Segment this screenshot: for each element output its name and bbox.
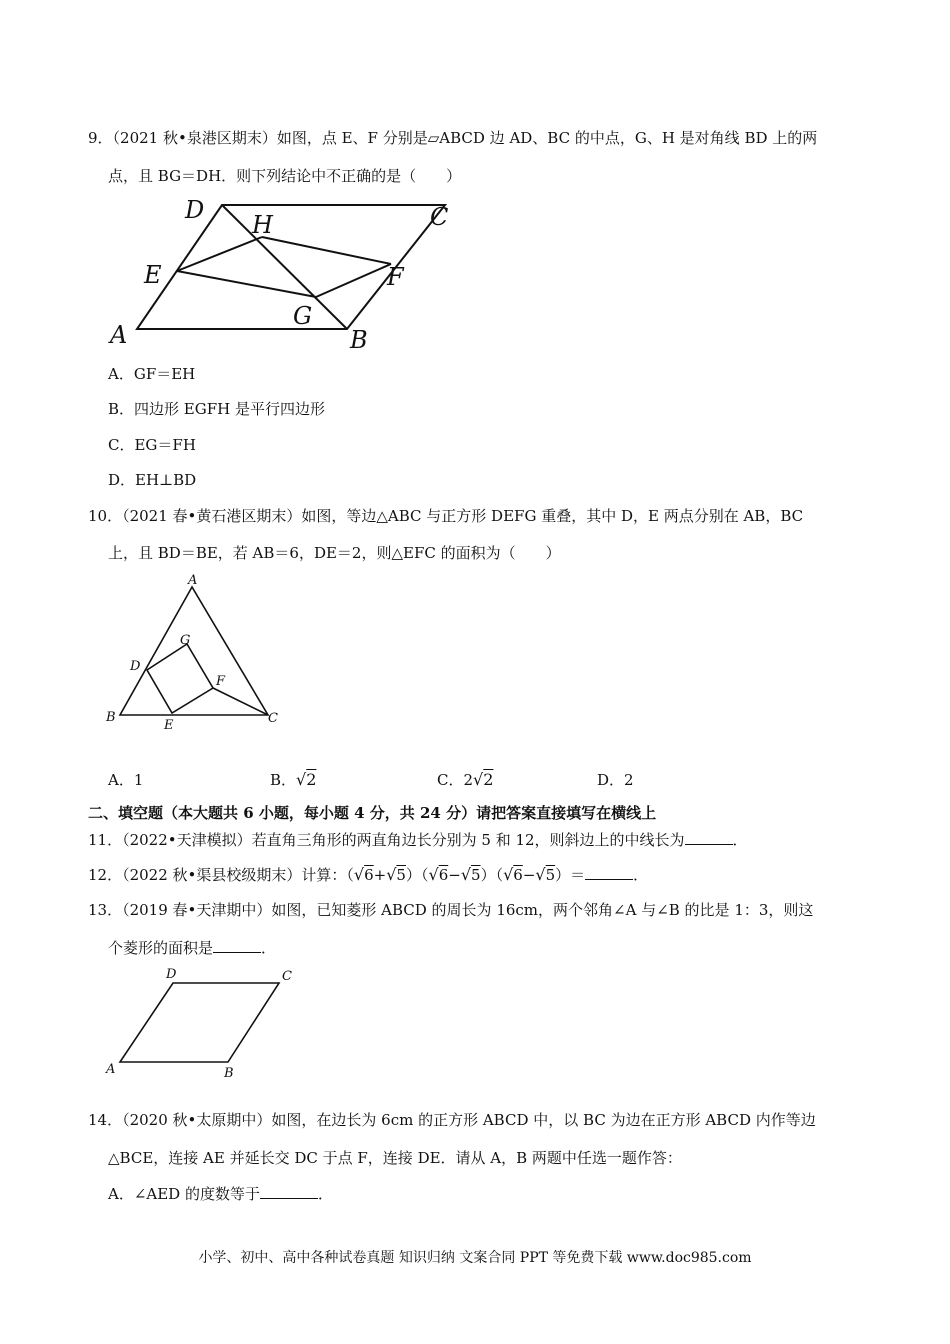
q12-suffix: ）＝ (555, 866, 586, 884)
q10-option-c-radicand: 2 (483, 770, 494, 789)
q12-minus1: − (448, 866, 461, 884)
q9-label-F: F (387, 263, 404, 291)
q10-option-d: D．2 (597, 771, 634, 789)
q10-label-G: G (180, 633, 191, 648)
q10-option-b-prefix: B． (270, 771, 297, 789)
q14-line3: A．∠AED 的度数等于 (108, 1185, 260, 1203)
q13-line2: 个菱形的面积是 (108, 939, 214, 957)
q10-option-c (437, 770, 493, 790)
sqrt-icon: √ (460, 865, 472, 884)
q12-r6c: 6 (513, 866, 523, 884)
q14-answer-blank[interactable] (260, 1184, 318, 1199)
q10-label-F: F (216, 674, 226, 689)
q10-option-c-prefix: C．2 (437, 771, 474, 789)
q14-line3-wrap (108, 1184, 333, 1204)
sqrt-icon: √ (535, 865, 546, 884)
sqrt-icon: √ (473, 770, 484, 789)
q12-plus: + (373, 866, 387, 884)
q10-option-b (270, 770, 316, 790)
q13-line2-wrap (108, 938, 276, 958)
q10-label-E: E (164, 718, 174, 733)
q12-r6a: 6 (364, 866, 374, 884)
q13-answer-blank[interactable] (213, 938, 261, 953)
q13-label-C: C (282, 969, 292, 984)
q13-label-B: B (224, 1066, 234, 1081)
q10-label-D: D (130, 659, 141, 674)
q9-label-A: A (110, 321, 128, 349)
q10-option-b-radicand: 2 (306, 770, 317, 789)
q13-label-A: A (106, 1062, 116, 1077)
q12-end: ． (633, 866, 649, 884)
q12-mid2: ）（ (480, 866, 504, 884)
q14-line1: 14．（2020 秋•太原期中）如图，在边长为 6cm 的正方形 ABCD 中，以 BC 为边在正方形 ABCD 内作等边 (88, 1111, 816, 1129)
q9-parallelogram-figure (105, 193, 465, 358)
q13-label-D: D (166, 967, 177, 982)
q9-label-B: B (350, 326, 368, 354)
q11-end: ． (732, 831, 748, 849)
q10-line2: 上，且 BD＝BE，若 AB＝6，DE＝2，则△EFC 的面积为（ ） (108, 544, 561, 562)
q12-prefix: 12．（2022 秋•渠县校级期末）计算：（ (88, 866, 354, 884)
section2-title: 二、填空题（本大题共 6 小题，每小题 4 分，共 24 分）请把答案直接填写在横线上 (88, 804, 657, 822)
q13-end: ． (261, 939, 277, 957)
q9-label-E: E (144, 261, 162, 289)
sqrt-icon: √ (353, 865, 365, 884)
q9-option-a: A．GF＝EH (108, 365, 196, 383)
q13-line1: 13．（2019 春•天津期中）如图，已知菱形 ABCD 的周长为 16cm，两个邻角∠A 与∠B 的比是 1：3，则这 (88, 901, 814, 919)
q11-answer-blank[interactable] (685, 830, 733, 845)
q12-mid1: ）（ (405, 866, 429, 884)
q9-line1: 9．（2021 秋•泉港区期末）如图，点 E、F 分别是▱ABCD 边 AD、BC 的中点，G、H 是对角线 BD 上的两 (88, 129, 818, 147)
q13-rhombus-figure (100, 962, 310, 1084)
q10-label-C: C (268, 711, 278, 726)
q12-r6b: 6 (438, 866, 449, 884)
q10-option-a: A．1 (108, 771, 144, 789)
q9-label-G: G (293, 302, 313, 330)
sqrt-icon: √ (386, 865, 397, 884)
q10-label-B: B (106, 710, 116, 725)
q9-option-d: D．EH⊥BD (108, 471, 197, 489)
q14-end: ． (317, 1185, 333, 1203)
q10-line1: 10．（2021 春•黄石港区期末）如图，等边△ABC 与正方形 DEFG 重叠，其中 D，E 两点分别在 AB，BC (88, 507, 804, 525)
q9-label-D: D (185, 196, 205, 224)
q12-line (88, 865, 648, 885)
q11-line (88, 830, 748, 850)
q11-text: 11．（2022•天津模拟）若直角三角形的两直角边长分别为 5 和 12，则斜边上的中线长为 (88, 831, 685, 849)
q10-triangle-square-figure (100, 570, 300, 740)
q12-r5a: 5 (396, 866, 406, 884)
q12-minus2: − (522, 866, 536, 884)
sqrt-icon: √ (296, 770, 307, 789)
sqrt-icon: √ (503, 865, 514, 884)
q9-option-b: B．四边形 EGFH 是平行四边形 (108, 400, 325, 418)
q9-option-c: C．EG＝FH (108, 436, 196, 454)
q12-answer-blank[interactable] (585, 865, 633, 880)
q12-r5b: 5 (471, 866, 481, 884)
sqrt-icon: √ (428, 865, 439, 884)
q12-r5c: 5 (545, 866, 556, 884)
page-footer: 小学、初中、高中各种试卷真题 知识归纳 文案合同 PPT 等免费下载 www.doc985.com (198, 1250, 752, 1266)
q10-label-A: A (188, 573, 198, 588)
q9-line2: 点，且 BG＝DH．则下列结论中不正确的是（ ） (108, 167, 462, 185)
q9-label-C: C (430, 203, 449, 231)
q9-label-H: H (252, 211, 273, 239)
q14-line2: △BCE，连接 AE 并延长交 DC 于点 F，连接 DE．请从 A，B 两题中任选一题作答： (108, 1149, 682, 1167)
